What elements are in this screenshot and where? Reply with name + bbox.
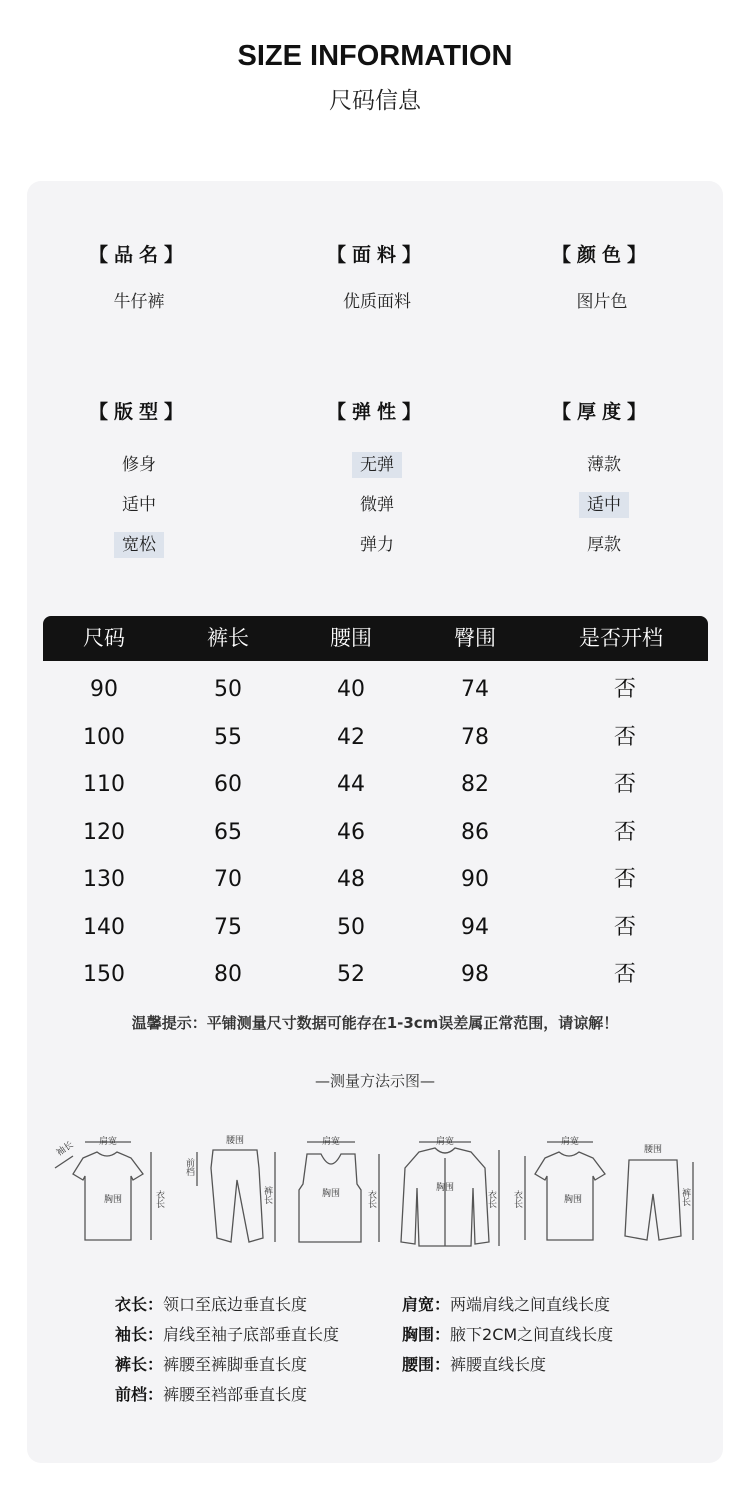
cell-open-crotch: 否 <box>613 962 636 987</box>
attr-fabric-value: 优质面料 <box>343 292 411 312</box>
cell-pants-length: 70 <box>214 867 242 892</box>
svg-text:胸围: 胸围 <box>321 1189 341 1199</box>
svg-text:衣长: 衣长 <box>486 1190 496 1208</box>
header-open-crotch: 是否开档 <box>579 626 663 650</box>
cell-pants-length: 80 <box>214 962 242 987</box>
header-waist: 腰围 <box>330 626 372 650</box>
cell-waist: 44 <box>337 772 365 797</box>
def-pants-length: 裤长：裤腰至裤脚垂直长度 <box>115 1355 308 1374</box>
cell-waist: 46 <box>337 819 365 845</box>
cell-pants-length: 65 <box>214 819 242 845</box>
cell-hip: 86 <box>461 819 489 845</box>
svg-text:腰围: 腰围 <box>225 1136 245 1146</box>
header-size: 尺码 <box>83 626 125 650</box>
vest-figure <box>299 1135 379 1242</box>
option-thickness-label: 【厚度】 <box>551 401 652 423</box>
cell-size: 130 <box>83 867 125 892</box>
jacket-figure <box>401 1135 499 1246</box>
svg-text:前档: 前档 <box>184 1158 194 1176</box>
option-fit-slim: 修身 <box>122 455 156 475</box>
attr-name-label: 【品名】 <box>88 244 189 266</box>
svg-text:肩宽: 肩宽 <box>435 1137 455 1147</box>
cell-size: 110 <box>83 772 125 797</box>
cell-open-crotch: 否 <box>613 914 636 940</box>
option-stretch-elastic: 弹力 <box>360 535 394 555</box>
cell-open-crotch: 否 <box>613 819 636 845</box>
method-title: —测量方法示图— <box>314 1072 435 1090</box>
svg-text:衣长: 衣长 <box>154 1190 164 1208</box>
cell-waist: 48 <box>337 867 365 892</box>
def-waist: 腰围：裤腰直线长度 <box>402 1355 547 1374</box>
option-stretch-none: 无弹 <box>277 452 477 478</box>
option-fit-loose: 宽松 <box>39 532 239 558</box>
cell-hip: 78 <box>461 724 489 750</box>
cell-waist: 50 <box>337 914 365 940</box>
attr-name-value: 牛仔裤 <box>113 292 165 312</box>
svg-text:肩宽: 肩宽 <box>560 1137 580 1147</box>
cell-open-crotch: 否 <box>613 867 636 892</box>
cell-size: 90 <box>90 677 118 702</box>
cell-pants-length: 50 <box>214 677 242 702</box>
svg-text:衣长: 衣长 <box>512 1190 522 1208</box>
svg-text:胸围: 胸围 <box>435 1183 455 1193</box>
svg-text:裤长: 裤长 <box>262 1186 272 1204</box>
option-thickness-medium: 适中 <box>504 492 704 518</box>
option-stretch-label: 【弹性】 <box>326 401 427 423</box>
tip-note: 温馨提示：平铺测量尺寸数据可能存在1-3cm误差属正常范围，请谅解！ <box>131 1014 619 1032</box>
measurement-figures <box>45 1128 705 1253</box>
svg-text:裤长: 裤长 <box>680 1188 690 1206</box>
cell-open-crotch: 否 <box>613 772 636 797</box>
svg-text:肩宽: 肩宽 <box>98 1137 118 1147</box>
svg-text:肩宽: 肩宽 <box>321 1137 341 1147</box>
tshirt-figure <box>54 1135 165 1240</box>
set-figure <box>512 1135 693 1240</box>
cell-open-crotch: 否 <box>613 677 636 702</box>
def-shoulder: 肩宽：两端肩线之间直线长度 <box>402 1295 611 1314</box>
cell-waist: 42 <box>337 724 365 750</box>
cell-hip: 74 <box>461 677 489 702</box>
cell-size: 100 <box>83 724 125 750</box>
svg-text:袖长: 袖长 <box>54 1139 76 1159</box>
cell-pants-length: 75 <box>214 914 242 940</box>
svg-text:腰围: 腰围 <box>643 1145 663 1155</box>
page-title-en: SIZE INFORMATION <box>237 40 513 72</box>
option-fit-regular: 适中 <box>122 495 156 515</box>
cell-pants-length: 60 <box>214 772 242 797</box>
cell-hip: 98 <box>461 962 489 987</box>
def-sleeve: 袖长：肩线至袖子底部垂直长度 <box>115 1325 340 1344</box>
cell-size: 140 <box>83 914 125 940</box>
def-chest: 胸围：腋下2CM之间直线长度 <box>402 1325 614 1344</box>
option-fit-label: 【版型】 <box>88 401 189 423</box>
cell-hip: 90 <box>461 867 489 892</box>
attr-color-label: 【颜色】 <box>551 244 652 266</box>
svg-text:衣长: 衣长 <box>366 1190 376 1208</box>
cell-waist: 52 <box>337 962 365 987</box>
option-stretch-slight: 微弹 <box>360 495 394 515</box>
cell-size: 150 <box>83 962 125 987</box>
svg-text:胸围: 胸围 <box>103 1195 123 1205</box>
def-rise: 前档：裤腰至裆部垂直长度 <box>115 1385 308 1404</box>
def-length: 衣长：领口至底边垂直长度 <box>115 1295 308 1314</box>
option-thickness-thin: 薄款 <box>587 455 621 475</box>
cell-hip: 94 <box>461 914 489 940</box>
cell-waist: 40 <box>337 677 365 702</box>
cell-hip: 82 <box>461 772 489 797</box>
header-pants-length: 裤长 <box>207 626 249 650</box>
cell-size: 120 <box>83 819 125 845</box>
cell-pants-length: 55 <box>214 724 242 750</box>
option-thickness-thick: 厚款 <box>587 535 621 555</box>
attr-color-value: 图片色 <box>576 292 628 312</box>
header-hip: 臀围 <box>454 626 496 650</box>
pants-figure <box>184 1135 275 1242</box>
attr-fabric-label: 【面料】 <box>326 244 427 266</box>
svg-text:胸围: 胸围 <box>563 1195 583 1205</box>
size-table-header <box>43 616 708 661</box>
cell-open-crotch: 否 <box>613 724 636 750</box>
page-title-cn: 尺码信息 <box>329 88 421 114</box>
